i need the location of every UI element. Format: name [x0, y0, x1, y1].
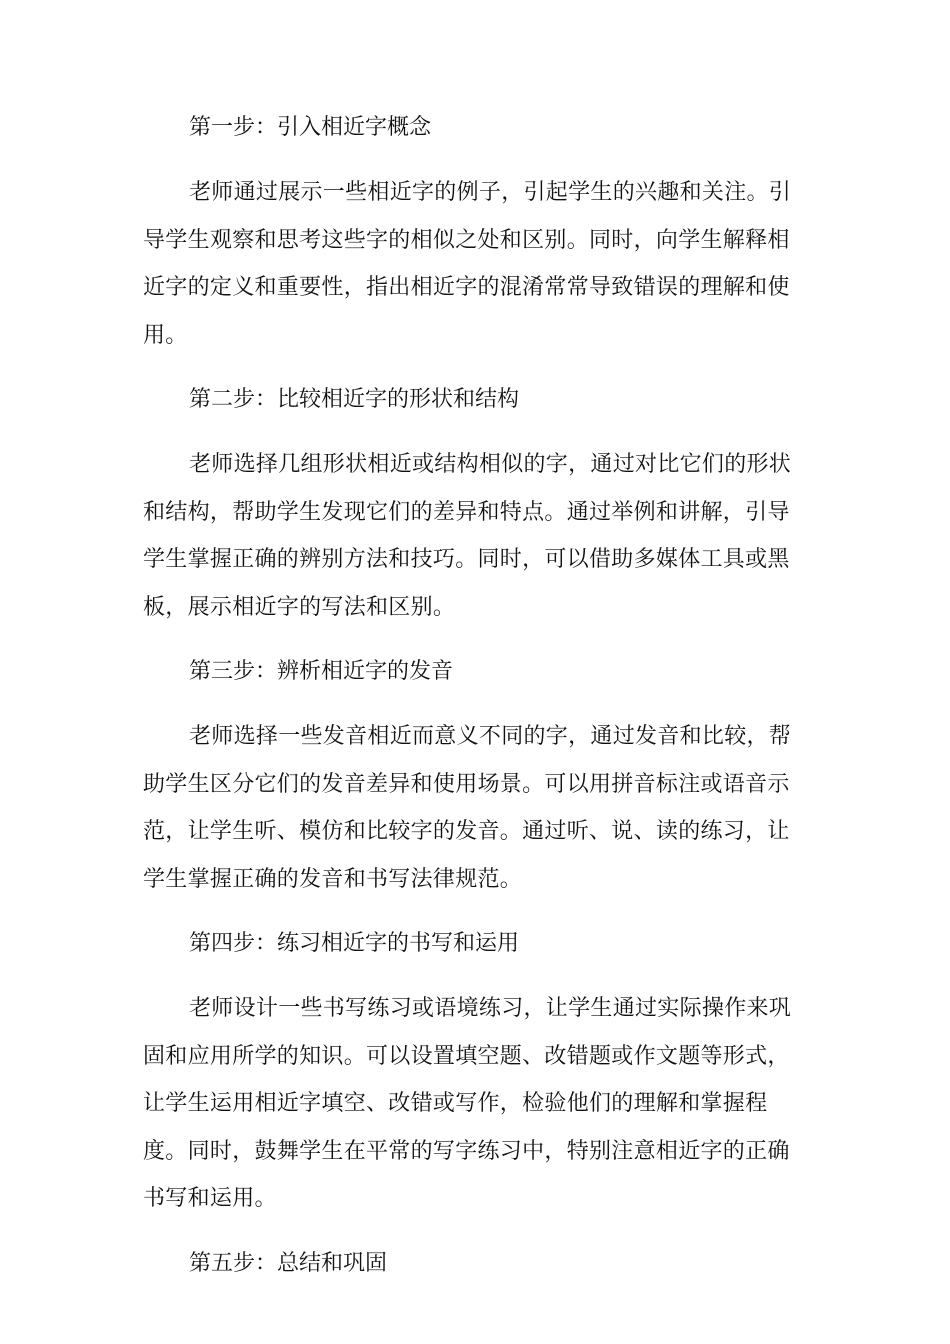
section-heading-step-1: 第一步：引入相近字概念 — [189, 115, 432, 140]
section-paragraph-step-3: 老师选择一些发音相近而意义不同的字，通过发音和比较，帮助学生区分它们的发音差异和使用场景。可以用拼音标注或语音示范，让学生听、模仿和比较字的发音。通过听、说、读的练习，让学生掌握正确的发音和书写法律规范。 — [143, 724, 792, 892]
document-body — [143, 108, 807, 1305]
section-heading-step-2: 第二步：比较相近字的形状和结构 — [189, 387, 520, 412]
section-paragraph-step-2: 老师选择几组形状相近或结构相似的字，通过对比它们的形状和结构，帮助学生发现它们的差异和特点。通过举例和讲解，引导学生掌握正确的辨别方法和技巧。同时，可以借助多媒体工具或黑板，展示相近字的写法和区别。 — [143, 452, 792, 620]
section-heading-step-3: 第三步：辨析相近字的发音 — [189, 659, 454, 684]
section-paragraph-step-1: 老师通过展示一些相近字的例子，引起学生的兴趣和关注。引导学生观察和思考这些字的相似之处和区别。同时，向学生解释相近字的定义和重要性，指出相近字的混淆常常导致错误的理解和使用。 — [143, 180, 792, 348]
section-heading-step-5: 第五步：总结和巩固 — [189, 1250, 388, 1276]
section-heading-step-4: 第四步：练习相近字的书写和运用 — [189, 931, 520, 956]
section-paragraph-step-4: 老师设计一些书写练习或语境练习，让学生通过实际操作来巩固和应用所学的知识。可以设置填空题、改错题或作文题等形式，让学生运用相近字填空、改错或写作，检验他们的理解和掌握程度。同时，鼓舞学生在平常的写字练习中，特别注意相近字的正确书写和运用。 — [143, 996, 792, 1211]
